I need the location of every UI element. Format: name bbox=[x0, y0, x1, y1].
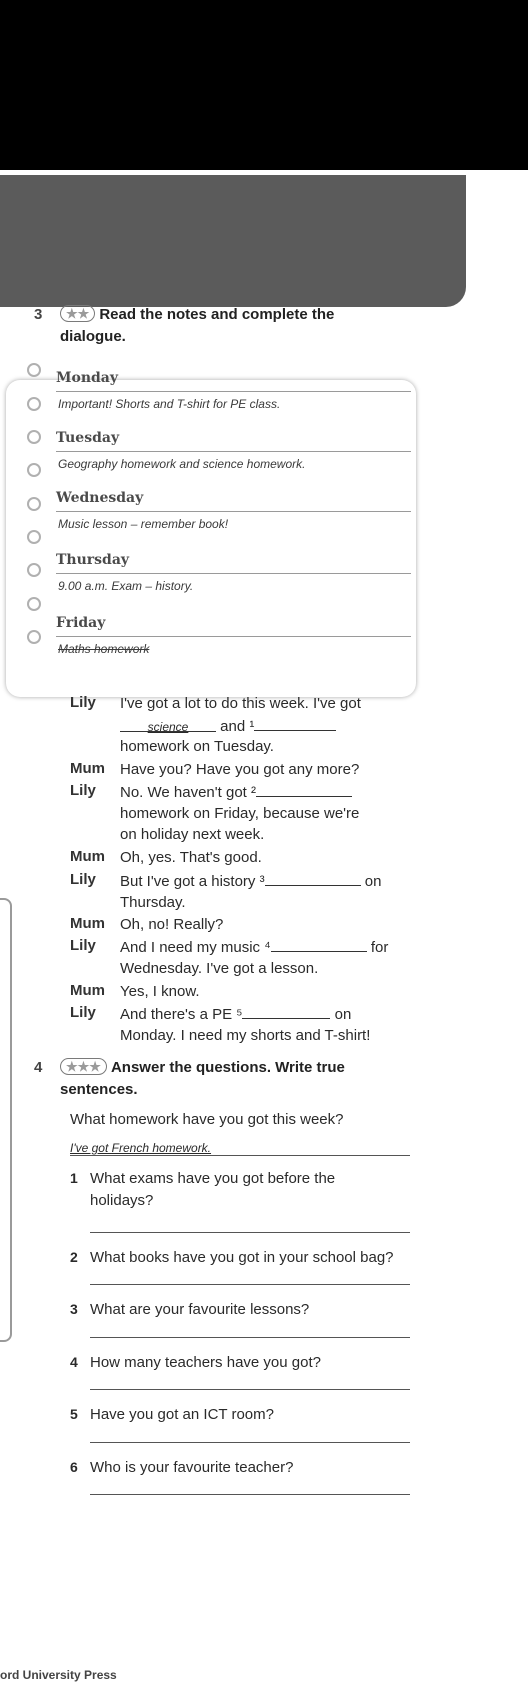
difficulty-stars: ★★★ bbox=[60, 1058, 107, 1075]
question-number: 1 bbox=[70, 1170, 78, 1186]
note-divider bbox=[56, 511, 411, 512]
example-question: What homework have you got this week? bbox=[70, 1111, 344, 1128]
note-day-monday: Monday bbox=[56, 370, 119, 386]
question-2: What books have you got in your school bag? bbox=[90, 1249, 394, 1266]
speaker-lily: Lily bbox=[70, 871, 96, 888]
side-tab bbox=[0, 898, 12, 1342]
note-day-wednesday: Wednesday bbox=[56, 490, 144, 506]
answer-line[interactable] bbox=[90, 1389, 410, 1390]
speaker-mum: Mum bbox=[70, 848, 105, 865]
answer-blank-4[interactable] bbox=[271, 937, 367, 952]
note-text-tuesday: Geography homework and science homework. bbox=[58, 457, 306, 471]
dialogue-line: And I need my music ⁴ for bbox=[120, 939, 389, 956]
speaker-lily: Lily bbox=[70, 782, 96, 799]
binder-ring-icon bbox=[27, 497, 41, 511]
exercise-4-instruction: ★★★ Answer the questions. Write true bbox=[60, 1058, 345, 1078]
question-6: Who is your favourite teacher? bbox=[90, 1459, 294, 1476]
answer-line[interactable] bbox=[90, 1337, 410, 1338]
example-answer: I've got French homework. bbox=[70, 1141, 212, 1155]
note-divider bbox=[56, 573, 411, 574]
answer-blank-2[interactable] bbox=[256, 782, 352, 797]
speaker-lily: Lily bbox=[70, 694, 96, 711]
dialogue-line: homework on Friday, because we're bbox=[120, 805, 360, 822]
dialogue-line: I've got a lot to do this week. I've got bbox=[120, 695, 361, 712]
dialogue-line: homework on Tuesday. bbox=[120, 738, 274, 755]
answer-line[interactable] bbox=[90, 1442, 410, 1443]
answer-blank-5[interactable] bbox=[242, 1004, 330, 1019]
question-3: What are your favourite lessons? bbox=[90, 1301, 310, 1318]
question-number: 3 bbox=[70, 1301, 78, 1317]
speaker-lily: Lily bbox=[70, 937, 96, 954]
note-divider bbox=[56, 636, 411, 637]
note-day-tuesday: Tuesday bbox=[56, 430, 120, 446]
dialogue-line: Wednesday. I've got a lesson. bbox=[120, 960, 319, 977]
question-number: 4 bbox=[70, 1354, 78, 1370]
question-4: How many teachers have you got? bbox=[90, 1354, 321, 1371]
note-day-thursday: Thursday bbox=[56, 552, 130, 568]
answer-blank: science bbox=[120, 717, 216, 732]
binder-ring-icon bbox=[27, 363, 41, 377]
question-5: Have you got an ICT room? bbox=[90, 1406, 274, 1423]
dialogue-line: And there's a PE ⁵ on bbox=[120, 1006, 352, 1023]
speaker-mum: Mum bbox=[70, 915, 105, 932]
difficulty-stars: ★★ bbox=[60, 305, 95, 322]
dialogue-line: Oh, no! Really? bbox=[120, 916, 224, 933]
exercise-4-number: 4 bbox=[34, 1059, 43, 1076]
answer-blank-1[interactable] bbox=[254, 716, 336, 731]
exercise-4-instruction-line2: sentences. bbox=[60, 1081, 138, 1098]
speaker-lily: Lily bbox=[70, 1004, 96, 1021]
publisher-footer: ord University Press bbox=[0, 1668, 117, 1682]
answer-line bbox=[70, 1155, 410, 1156]
answer-line[interactable] bbox=[90, 1232, 410, 1233]
dialogue-line: But I've got a history ³ on bbox=[120, 873, 382, 890]
binder-ring-icon bbox=[27, 430, 41, 444]
answer-line[interactable] bbox=[90, 1284, 410, 1285]
binder-ring-icon bbox=[27, 630, 41, 644]
answer-line[interactable] bbox=[90, 1494, 410, 1495]
binder-ring-icon bbox=[27, 397, 41, 411]
dialogue-line: No. We haven't got ² bbox=[120, 782, 352, 803]
binder-ring-icon bbox=[27, 563, 41, 577]
exercise-3-instruction-line2: dialogue. bbox=[60, 328, 126, 345]
dialogue-line: Oh, yes. That's good. bbox=[120, 849, 262, 866]
binder-ring-icon bbox=[27, 597, 41, 611]
note-text-monday: Important! Shorts and T-shirt for PE class. bbox=[58, 397, 281, 411]
dialogue-line: Monday. I need my shorts and T-shirt! bbox=[120, 1027, 371, 1044]
binder-ring-icon bbox=[27, 463, 41, 477]
answer-blank-3[interactable] bbox=[265, 871, 361, 886]
note-divider bbox=[56, 451, 411, 452]
dialogue-line: science and ¹ bbox=[120, 716, 336, 737]
question-number: 2 bbox=[70, 1249, 78, 1265]
speaker-mum: Mum bbox=[70, 760, 105, 777]
note-text-friday: Maths homework bbox=[58, 642, 150, 656]
question-1: What exams have you got before the bbox=[90, 1170, 336, 1187]
top-black-band bbox=[0, 0, 528, 170]
note-day-friday: Friday bbox=[56, 615, 106, 631]
question-number: 6 bbox=[70, 1459, 78, 1475]
dialogue-line: Have you? Have you got any more? bbox=[120, 761, 360, 778]
dialogue-line: Yes, I know. bbox=[120, 983, 200, 1000]
note-text-wednesday: Music lesson – remember book! bbox=[58, 517, 229, 531]
note-divider bbox=[56, 391, 411, 392]
binder-ring-icon bbox=[27, 530, 41, 544]
speaker-mum: Mum bbox=[70, 982, 105, 999]
exercise-3-number: 3 bbox=[34, 306, 43, 323]
dialogue-line: on holiday next week. bbox=[120, 826, 265, 843]
header-gray-band bbox=[0, 175, 466, 307]
dialogue-line: Thursday. bbox=[120, 894, 186, 911]
question-1-line2: holidays? bbox=[90, 1192, 154, 1209]
note-text-thursday: 9.00 a.m. Exam – history. bbox=[58, 579, 194, 593]
exercise-3-instruction: ★★ Read the notes and complete the bbox=[60, 305, 334, 325]
question-number: 5 bbox=[70, 1406, 78, 1422]
